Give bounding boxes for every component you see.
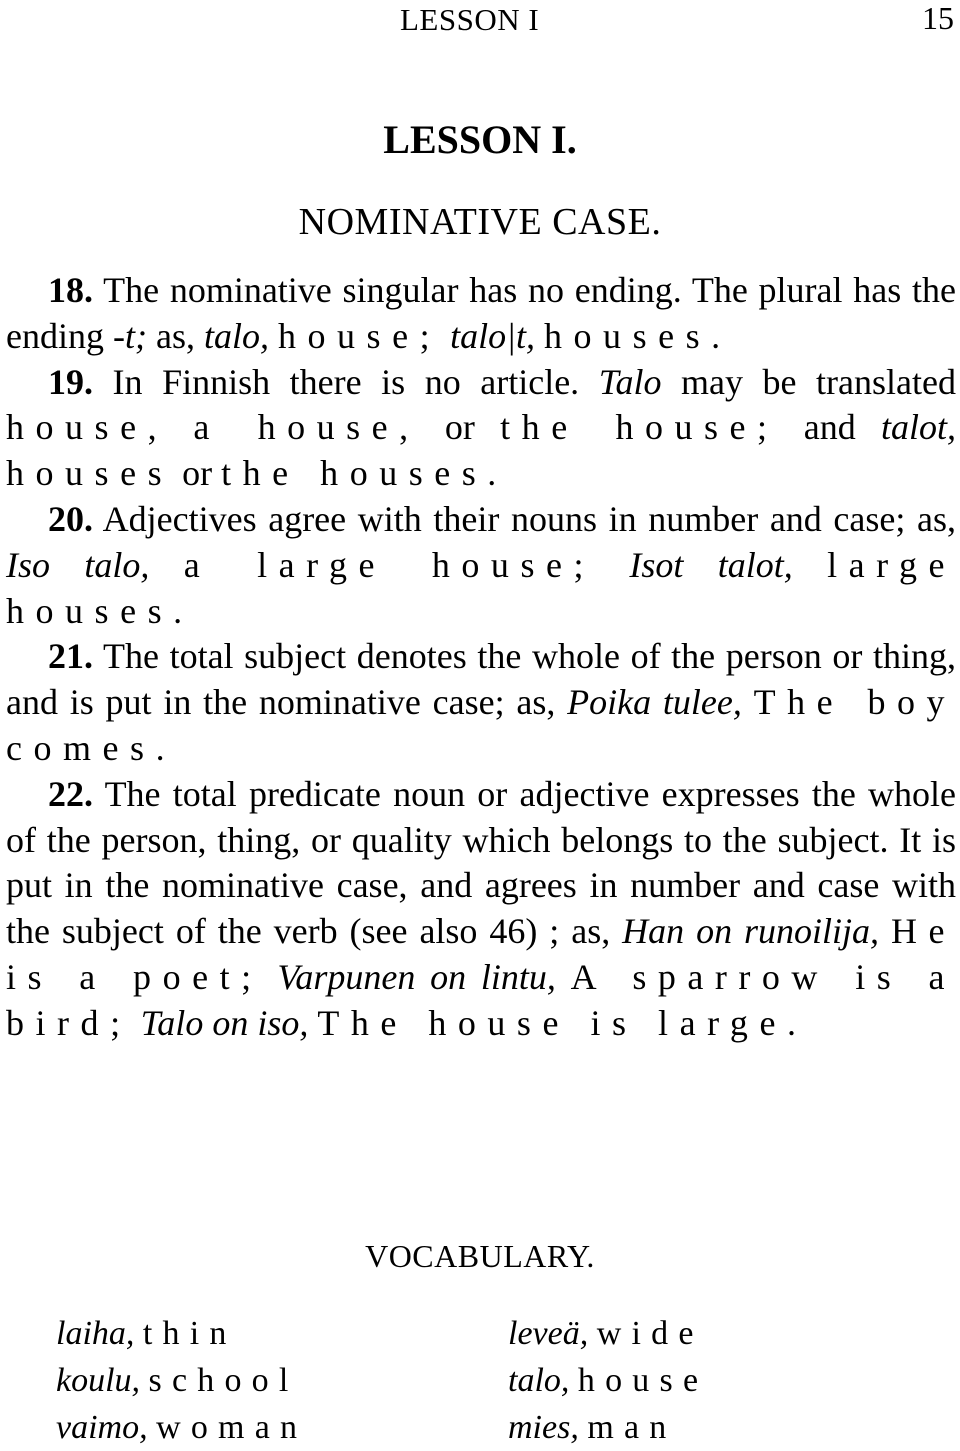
vocabulary-meaning: school (148, 1362, 299, 1399)
english-gloss: large houses. (6, 544, 956, 631)
paragraph-text: The total subject denotes the whole of the person or thing, and is put in the nominative case; as, (6, 636, 956, 723)
running-header (0, 0, 960, 46)
finnish-example: talo|t, (450, 315, 536, 356)
finnish-example: Iso talo, (6, 544, 150, 585)
finnish-example: Poika tulee, (567, 682, 742, 723)
paragraph-text: Adjectives agree with their nouns in number and case; as, (93, 498, 956, 539)
lesson-title: LESSON I. (383, 117, 577, 162)
vocabulary-item (508, 1357, 708, 1404)
english-gloss: house, (6, 407, 169, 448)
english-gloss: houses. (544, 315, 732, 356)
vocabulary-meaning: man (587, 1409, 677, 1446)
paragraph-18 (6, 268, 956, 360)
finnish-example: Talo (598, 361, 662, 402)
english-gloss: houses (6, 453, 174, 494)
vocabulary-word: koulu, (56, 1362, 141, 1399)
english-gloss: the houses. (221, 453, 508, 494)
finnish-example: Isot talot, (629, 544, 793, 585)
paragraph-number: 19. (48, 361, 93, 402)
vocabulary-item (56, 1310, 307, 1357)
paragraph-22 (6, 772, 956, 1047)
section-title: NOMINATIVE CASE. (298, 201, 662, 243)
vocabulary-item (508, 1404, 708, 1451)
vocabulary-item (56, 1404, 307, 1451)
english-gloss: the house; (500, 407, 779, 448)
paragraph-text: The total predicate noun or adjective expresses the whole of the person, thing, or quality which belongs to the subject. It is put in the nominative case, and agrees in number and case with the subject of the verb (see also 46) ; as, (6, 773, 956, 952)
page-number: 15 (922, 0, 954, 36)
vocabulary-meaning: wide (596, 1315, 704, 1352)
finnish-example: Talo on iso, (140, 1002, 309, 1043)
vocabulary-word: talo, (508, 1362, 570, 1399)
paragraph-number: 20. (48, 498, 93, 539)
paragraph-number: 18. (48, 270, 93, 310)
english-gloss: The boy comes. (6, 682, 957, 768)
finnish-example: talot, (881, 407, 957, 448)
paragraph-text: or (173, 453, 222, 494)
paragraph-number: 21. (48, 636, 93, 677)
vocabulary-word: laiha, (56, 1315, 135, 1352)
paragraph-text: or (419, 407, 501, 448)
finnish-ending: -t; (112, 315, 147, 356)
paragraph-20 (6, 497, 956, 634)
english-gloss: a house, (193, 407, 420, 448)
paragraph-text: In Finnish there is no article. (93, 361, 599, 402)
vocabulary-meaning: thin (142, 1315, 237, 1352)
paragraph-text: may be translated (661, 361, 956, 402)
running-title: LESSON I (400, 2, 540, 37)
finnish-example: Han on runoilija, (622, 911, 880, 952)
vocabulary-title: VOCABULARY. (365, 1238, 595, 1274)
vocabulary-item (508, 1310, 708, 1357)
english-gloss: house; (277, 315, 442, 356)
paragraph-text: The nominative singular has no ending. The plural has the ending (6, 270, 956, 356)
vocabulary-column-right (508, 1310, 708, 1451)
english-gloss: A sparrow is a bird; (6, 956, 956, 1043)
vocabulary-word: leveä, (508, 1315, 589, 1352)
vocabulary-column-left (56, 1310, 307, 1451)
english-gloss: The house is large. (317, 1002, 808, 1043)
paragraph-21 (6, 634, 956, 771)
english-gloss: a large house; (183, 544, 595, 585)
finnish-example: talo, (203, 315, 269, 356)
vocabulary-meaning: woman (156, 1409, 308, 1446)
paragraph-text: as, (146, 315, 204, 356)
vocabulary-word: mies, (508, 1409, 579, 1446)
vocabulary-item (56, 1357, 307, 1404)
lesson-body (6, 268, 956, 1047)
english-gloss: He is a poet; (6, 911, 957, 997)
vocabulary-meaning: house (577, 1362, 709, 1399)
vocabulary-word: vaimo, (56, 1409, 148, 1446)
finnish-example: Varpunen on lintu, (277, 956, 556, 997)
paragraph-text: and (778, 407, 881, 448)
paragraph-number: 22. (48, 773, 93, 814)
paragraph-19 (6, 360, 956, 497)
